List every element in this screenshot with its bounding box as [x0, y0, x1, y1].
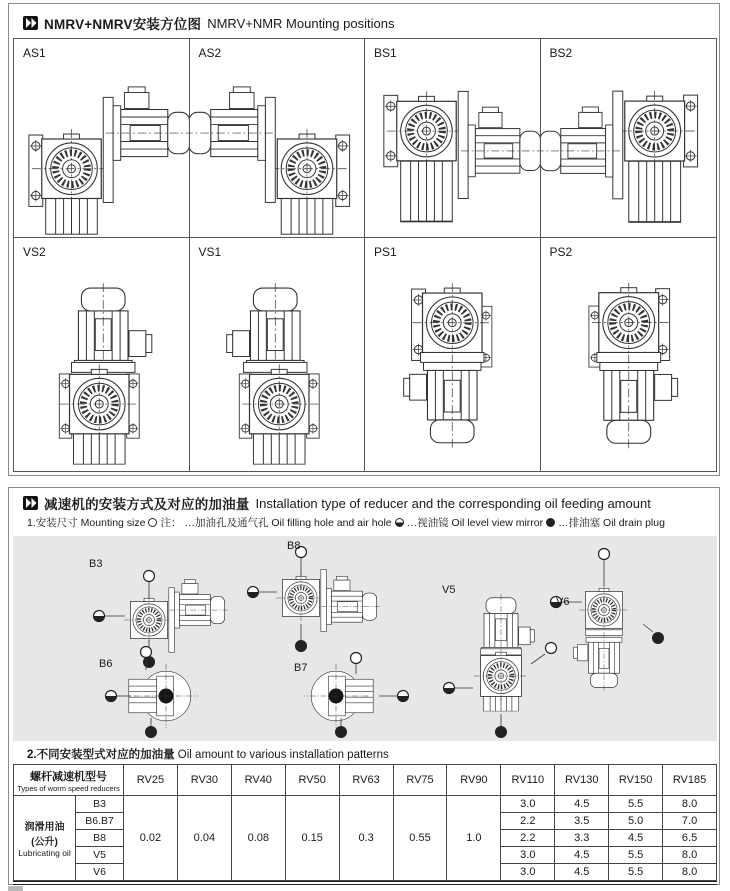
oil-value: 4.5 [555, 864, 609, 881]
oil-value: 2.2 [501, 830, 555, 847]
technical-drawing-as1 [14, 39, 189, 237]
oil-value: 2.2 [501, 813, 555, 830]
installation-diagrams [13, 536, 717, 741]
oil-value: 3.0 [501, 864, 555, 881]
oil-value: 6.5 [663, 830, 717, 847]
row-header-cell: 螺杆减速机型号 Types of worm speed reducers [14, 765, 124, 796]
oil-value: 5.5 [609, 847, 663, 864]
oil-value: 4.5 [609, 830, 663, 847]
col-header: RV50 [285, 765, 339, 796]
shared-value: 0.55 [393, 796, 447, 881]
shared-value: 0.08 [231, 796, 285, 881]
oil-value: 8.0 [663, 864, 717, 881]
cell-label-vs1: VS1 [198, 245, 222, 259]
diagram-label-b8: B8 [287, 540, 301, 552]
technical-drawing-vs2 [14, 238, 189, 471]
oil-value: 5.5 [609, 796, 663, 813]
technical-drawing-ps2 [541, 238, 717, 471]
oil-amount-table-wrap [13, 764, 717, 885]
oil-fill-hole-marker [141, 647, 152, 658]
diagram-v5 [444, 594, 557, 738]
oil-value: 3.5 [555, 813, 609, 830]
diagram-label-b7: B7 [294, 662, 308, 674]
oil-level-mirror-marker [94, 611, 105, 622]
section2-title-zh: 减速机的安装方式及对应的加油量 [44, 497, 250, 512]
mounting-positions-section [8, 3, 720, 476]
oil-value: 3.0 [501, 847, 555, 864]
oil-drain-plug-marker [145, 726, 157, 738]
oil-table-caption [27, 746, 389, 762]
section1-title-en: NMRV+NMR Mounting positions [207, 15, 395, 31]
cell-label-ps1: PS1 [374, 245, 397, 259]
position-code: V5 [76, 847, 124, 864]
oil-fill-hole-marker [144, 571, 155, 582]
oil-value: 7.0 [663, 813, 717, 830]
oil-feeding-section [8, 487, 720, 885]
col-header: RV30 [177, 765, 231, 796]
col-header: RV130 [555, 765, 609, 796]
position-code: V6 [76, 864, 124, 881]
col-header: RV75 [393, 765, 447, 796]
technical-drawing-bs1 [365, 39, 540, 237]
page-footer-chip [8, 886, 23, 891]
section2-title-en: Installation type of reducer and the corresponding oil feeding amount [255, 495, 651, 511]
diagram-label-b6: B6 [99, 658, 113, 670]
diagram-label-v6: V6 [556, 596, 570, 608]
cell-label-bs1: BS1 [374, 46, 397, 60]
technical-drawing-ps1 [365, 238, 540, 471]
cell-as1 [14, 39, 190, 238]
oil-fill-hole-marker [599, 549, 610, 560]
oil-value: 4.5 [555, 847, 609, 864]
cell-label-as1: AS1 [23, 46, 46, 60]
cell-bs2 [541, 39, 717, 238]
cell-label-bs2: BS2 [549, 46, 573, 60]
oil-level-mirror-marker [398, 691, 409, 702]
col-header: RV185 [663, 765, 717, 796]
cell-as2 [190, 39, 366, 238]
oil-level-mirror-marker [106, 691, 117, 702]
shared-value: 0.15 [285, 796, 339, 881]
table-header-row [14, 765, 717, 796]
oil-value: 4.5 [555, 796, 609, 813]
diagram-label-v5: V5 [442, 584, 456, 596]
note-fill-hole: …加油孔及通气孔 Oil filling hole and air hole [184, 517, 392, 529]
cell-ps1 [365, 238, 541, 471]
position-code: B8 [76, 830, 124, 847]
oil-value: 8.0 [663, 847, 717, 864]
shared-value: 0.3 [339, 796, 393, 881]
section2-title [23, 493, 651, 513]
table-row-b3 [14, 796, 717, 813]
shared-value: 0.02 [124, 796, 178, 881]
cell-label-vs2: VS2 [23, 245, 46, 259]
technical-drawing-bs2 [541, 39, 717, 237]
cell-vs1 [190, 238, 366, 471]
section-marker-icon [23, 16, 38, 30]
col-header: RV40 [231, 765, 285, 796]
shared-value: 1.0 [447, 796, 501, 881]
diagram-b3 [94, 571, 228, 669]
oil-fill-hole-marker [546, 643, 557, 654]
technical-drawing-vs1 [190, 238, 365, 471]
mounting-grid [13, 38, 717, 472]
oil-value: 3.3 [555, 830, 609, 847]
diagram-b7 [304, 653, 409, 739]
note-prefix: 1.安装尺寸 Mounting size [27, 517, 146, 529]
cell-bs1 [365, 39, 541, 238]
cell-label-as2: AS2 [198, 46, 222, 60]
position-code: B3 [76, 796, 124, 813]
oil-value: 8.0 [663, 796, 717, 813]
col-header: RV150 [609, 765, 663, 796]
oil-fill-hole-symbol [148, 518, 157, 527]
section1-title [23, 13, 394, 33]
lubricating-oil-label-cell: 润滑用油 (公升) Lubricating oil [14, 796, 76, 881]
technical-drawing-as2 [190, 39, 365, 237]
col-header: RV90 [447, 765, 501, 796]
note-level-mirror: …视油镜 Oil level view mirror [406, 517, 544, 529]
oil-value: 5.5 [609, 864, 663, 881]
cell-ps2 [541, 238, 717, 471]
note-drain-plug: …排油塞 Oil drain plug [558, 517, 665, 529]
oil-value: 3.0 [501, 796, 555, 813]
oil-drain-plug-marker [295, 640, 307, 652]
note-label: 注： [160, 517, 182, 529]
section-marker-icon [23, 496, 38, 510]
section1-title-zh: NMRV+NMRV安装方位图 [44, 17, 202, 32]
diagram-v6 [551, 549, 665, 691]
oil-level-mirror-marker [248, 587, 259, 598]
position-code: B6.B7 [76, 813, 124, 830]
oil-drain-plug-marker [495, 726, 507, 738]
oil-amount-table [13, 764, 717, 881]
oil-drain-plug-marker [335, 726, 347, 738]
diagram-label-b3: B3 [89, 558, 103, 570]
mounting-size-note [27, 515, 665, 530]
col-header: RV25 [124, 765, 178, 796]
oil-level-mirror-symbol [395, 518, 404, 527]
oil-fill-hole-marker [351, 653, 362, 664]
shared-value: 0.04 [177, 796, 231, 881]
oil-value: 5.0 [609, 813, 663, 830]
col-header: RV63 [339, 765, 393, 796]
installation-diagrams-panel [13, 536, 717, 741]
diagram-b8 [248, 547, 380, 653]
oil-level-mirror-marker [444, 683, 455, 694]
oil-table-caption-en: Oil amount to various installation patterns [177, 749, 389, 761]
oil-drain-plug-symbol [546, 518, 555, 527]
oil-drain-plug-marker [652, 632, 664, 644]
oil-table-caption-zh: 2.不同安装型式对应的加油量 [27, 749, 175, 761]
cell-label-ps2: PS2 [549, 245, 573, 259]
cell-vs2 [14, 238, 190, 471]
col-header: RV110 [501, 765, 555, 796]
